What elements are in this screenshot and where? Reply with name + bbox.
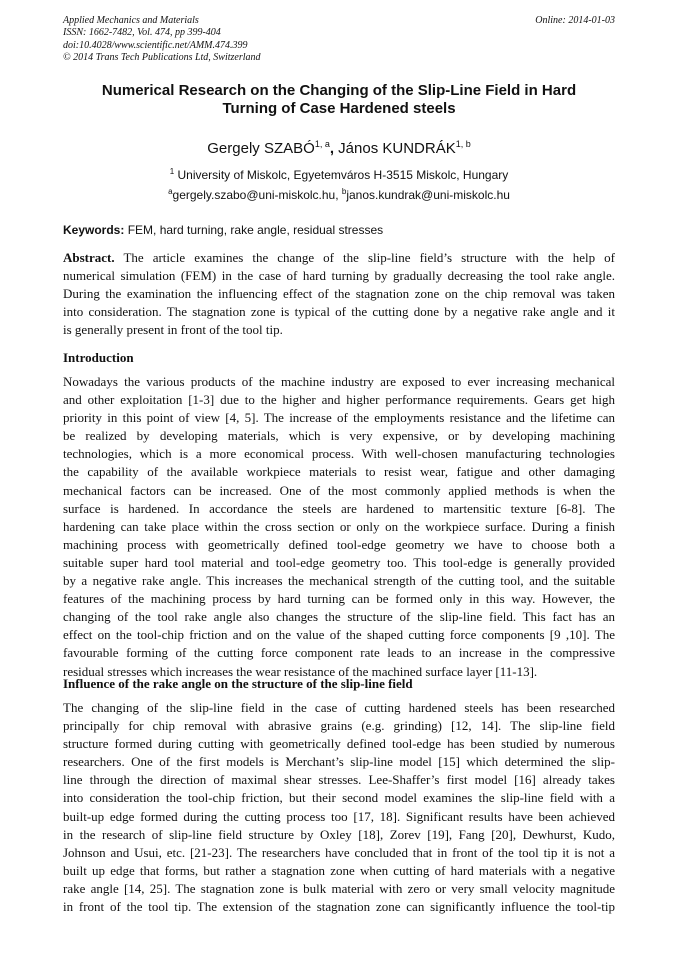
paragraph-line: into consideration the tool-chip friction, but their second model examines the slip-line field with a (63, 790, 615, 806)
affiliation-text: University of Miskolc, Egyetemváros H-3515 Miskolc, Hungary (174, 168, 509, 182)
title-line-1: Numerical Research on the Changing of the Slip-Line Field in Hard (101, 82, 577, 99)
doi-line: doi:10.4028/www.scientific.net/AMM.474.399 (63, 39, 248, 51)
author-2-affiliation-mark: 1, b (455, 139, 471, 149)
email-line (63, 188, 615, 202)
paragraph-line: suitable super hard tool material and tool-edge geometry too. This tool-edge is generally provided (63, 554, 615, 570)
journal-name: Applied Mechanics and Materials (63, 15, 199, 26)
author-list (63, 140, 615, 157)
journal-header (63, 15, 261, 65)
email-b: janos.kundrak@uni-miskolc.hu (346, 188, 510, 202)
paragraph-line: hardening can take place within the cross section or only on the workpiece surface. During a finish (63, 518, 615, 534)
paragraph-line: The changing of the slip-line field in the case of cutting hardened steels has been researched (63, 700, 615, 715)
paragraph-line: structure formed during cutting with geometrically defined tool-edge has been studied by numerous (63, 736, 615, 752)
section-heading: Influence of the rake angle on the structure of the slip-line field (63, 676, 413, 691)
paragraph-line: principally for chip removal with abrasive grains (e.g. grinding) [12, 14]. The slip-line field (63, 718, 615, 734)
issn-line: ISSN: 1662-7482, Vol. 474, pp 399-404 (63, 27, 221, 39)
paragraph-line: mechanical factors can be increased. One of the most commonly applied methods is when the (63, 482, 615, 498)
paragraph-line: favourable forming of the cutting force component rate leads to an increase in the compressive (63, 645, 615, 661)
keywords-label: Keywords: (63, 223, 125, 237)
paragraph-line: built-up edge formed during the cutting process too [17, 18]. Significant results have been achieved (63, 808, 615, 824)
email-mark-a: a (168, 187, 173, 196)
paragraph-line: surface is hardened. In accordance the steels are hardened to martensitic texture [6-8]. The (63, 500, 615, 516)
author-separator: , (329, 140, 339, 157)
paragraph-line: by a negative rake angle. This increases the mechanical strength of the cutting tool, and the suitable (63, 573, 615, 589)
paragraph-line: be realized by developing materials, which is very expensive, or by developing machining (63, 428, 615, 444)
paragraph-line: rake angle [14, 25]. The stagnation zone is bulk material with zero or very small velocity magnitude (63, 880, 615, 896)
copyright-line: © 2014 Trans Tech Publications Ltd, Switzerland (63, 52, 261, 64)
paragraph-line: in the research of slip-line field structure by Oxley [18], Zorev [19], Fang [20], Dewhurst, Kudo, (63, 826, 615, 842)
keywords-text: FEM, hard turning, rake angle, residual stresses (124, 223, 384, 237)
title-line-2: Turning of Case Hardened steels (222, 100, 456, 117)
paper-title (63, 82, 615, 118)
author-1-affiliation-mark: 1, a (314, 139, 330, 149)
abstract-line: is generally present in front of the tool tip. (63, 322, 283, 338)
paragraph-line: priority in this point of view [4, 5]. The increase of the employments resistance and the lifetime can (63, 410, 615, 426)
paragraph-line: Nowadays the various products of the machine industry are exposed to ever increasing mechanical (63, 374, 615, 389)
email-a: gergely.szabo@uni-miskolc.hu, (172, 188, 342, 202)
section-body (63, 699, 615, 916)
paragraph-line: changing of the tool rake angle also changes the structure of the slip-line field. This fact has an (63, 609, 615, 625)
paragraph-line: effect on the tool-chip friction and on the value of the shaped cutting force components [9 ,10]. The (63, 627, 615, 643)
abstract-line: Abstract. The article examines the change of the slip-line field’s structure with the help of (63, 250, 615, 265)
keywords (63, 223, 383, 237)
introduction-heading: Introduction (63, 350, 134, 365)
paragraph-line: the capability of the available workpiece materials to resist wear, fatigue and other damaging (63, 464, 615, 480)
affiliation-mark: 1 (169, 167, 175, 176)
paragraph-line: and other exploitation [1-3] due to the higher and higher performance requirements. Gears get high (63, 392, 615, 408)
paragraph-line: Johnson and Usui, etc. [21-23]. The researchers have concluded that in front of the tool tip it is not a (63, 844, 615, 860)
paragraph-line: technologies, which is a more economical process. With well-chosen manufacturing technologies (63, 446, 615, 462)
paragraph-line: line through the direction of maximal shear stresses. Lee-Shaffer’s first model [16] already takes (63, 772, 615, 788)
paragraph-line: built up edge that forms, but rather a stagnation zone when cutting of hard materials with a negative (63, 862, 615, 878)
abstract-line: into consideration. The stagnation zone is typical of the cutting done by a negative rake angle and it (63, 304, 615, 320)
paragraph-line: machining process with geometrically defined tool-edge geometry we have to choose both a (63, 536, 615, 552)
paragraph-line: residual stresses which increases the wear resistance of the machined surface layer [11-13]. (63, 663, 538, 679)
affiliation (63, 168, 615, 182)
author-1: Gergely SZABÓ (207, 140, 315, 157)
introduction-body (63, 373, 615, 681)
abstract-label: Abstract. (63, 250, 115, 265)
email-mark-b: b (341, 187, 347, 196)
paragraph-line: researchers. One of the first models is Merchant’s slip-line model [15] which determined the slip- (63, 754, 615, 770)
abstract-line: numerical simulation (FEM) in the case of hard turning by gradually decreasing the tool rake angle. (63, 268, 615, 284)
paragraph-line: in front of the tool tip. The extension of the stagnation zone can significantly influence the tool-tip (63, 899, 615, 915)
abstract (63, 249, 615, 339)
abstract-line: During the examination the influencing effect of the stagnation zone on the chip removal was taken (63, 286, 615, 302)
paragraph-line: features of the machining process by hard turning can be formed only in this way. However, the (63, 591, 615, 607)
author-2: János KUNDRÁK (338, 140, 456, 157)
online-date: Online: 2014-01-03 (535, 15, 615, 26)
